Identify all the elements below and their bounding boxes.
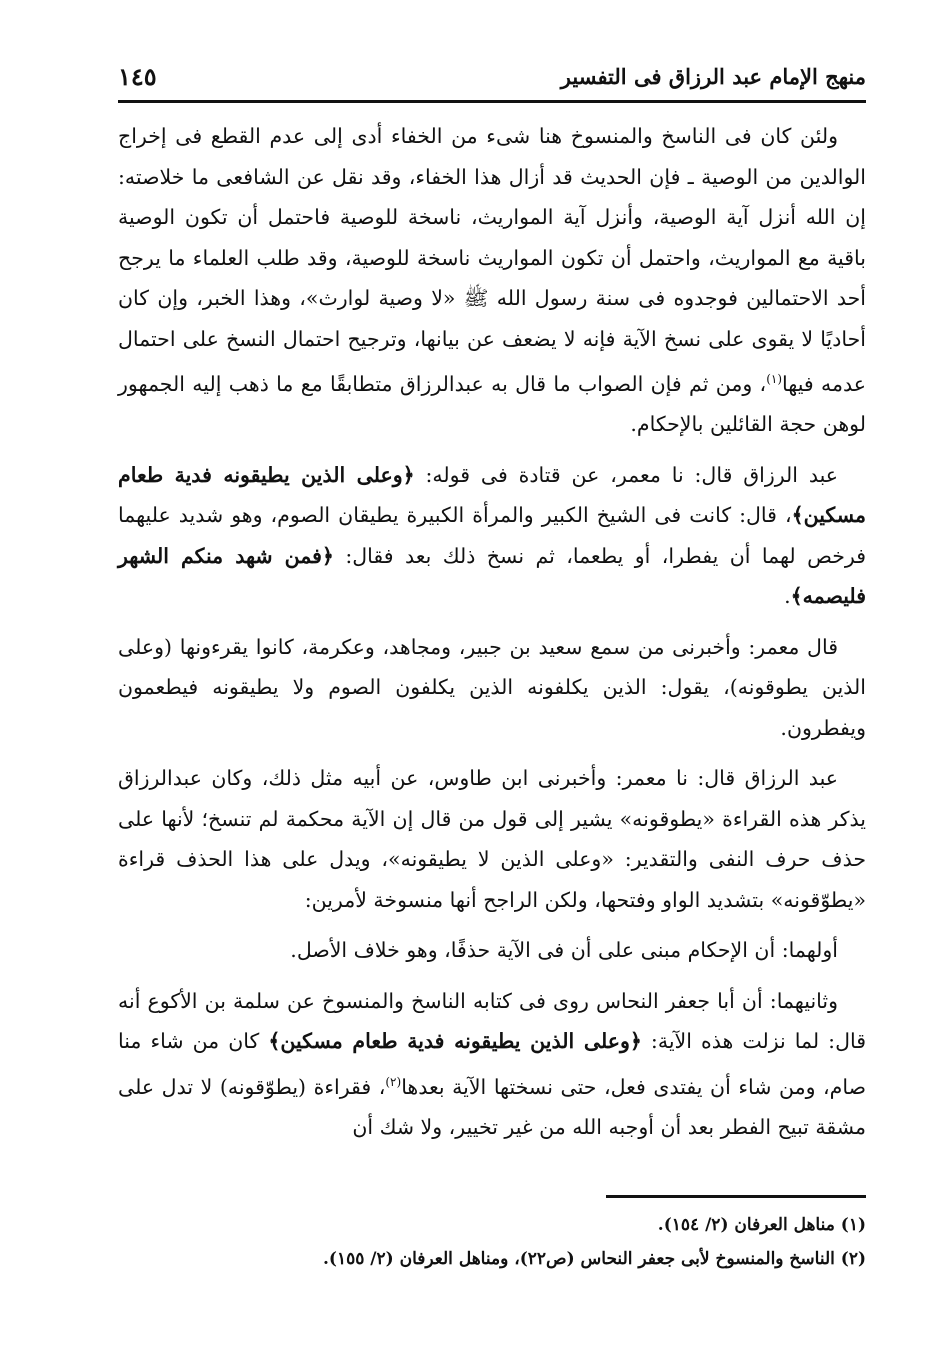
page-number: ١٤٥: [118, 62, 157, 91]
footnote: (٢) الناسخ والمنسوخ لأبى جعفر النحاس (ص٢٢)، ومناهل العرفان (٢/ ١٥٥).: [323, 1249, 866, 1269]
text-segment: ، ومن ثم فإن الصواب ما قال به عبدالرزاق متطابقًا مع ما ذهب إليه الجمهور لوهن حجة القائلين بالإحكام.: [118, 371, 866, 437]
paragraph: [118, 981, 866, 1148]
footnotes: [118, 1195, 866, 1276]
footnote-ref: (٢): [385, 1074, 402, 1089]
quran-quote: ﴿وعلى الذين يطيقونه فدية طعام مسكين﴾: [118, 462, 866, 528]
quran-quote: ﴿فمن شهد منكم الشهر فليصمه﴾: [118, 543, 866, 609]
quran-quote: ﴿وعلى الذين يطيقونه فدية طعام مسكين﴾: [268, 1029, 642, 1054]
paragraph: [118, 758, 866, 920]
text-segment: عبد الرزاق قال: نا معمر: وأخبرنى ابن طاوس، عن أبيه مثل ذلك، وكان عبدالرزاق يذكر هذه القراءة «يطوقونه» يشير إلى قول من قال إن الآية محكمة لم تنسخ؛ لأنها على حذف حرف النفى والتقدير: «وعلى الذين لا يطيقونه»، ويدل على هذا الحذف قراءة «يطوّقونه» بتشديد الواو وفتحها، ولكن الراجح أنها منسوخة لأمرين:: [118, 766, 866, 912]
footnote-separator: [606, 1195, 866, 1198]
text-segment: وثانيهما: أن أبا جعفر النحاس روى فى كتابه الناسخ والمنسوخ عن سلمة بن الأكوع أنه قال: لما نزلت هذه الآية:: [118, 988, 867, 1054]
paragraph: [118, 455, 866, 617]
paragraph: [118, 930, 866, 971]
running-title: منهج الإمام عبد الرزاق فى التفسير: [560, 64, 866, 89]
text-segment: ، قال: كانت فى الشيخ الكبير والمرأة الكبيرة يطيقان الصوم، وهو شديد عليهما فرخص لهما أن يفطرا، أو يطعما، ثم نسخ ذلك بعد فقال:: [118, 503, 866, 568]
text-segment: أولهما: أن الإحكام مبنى على أن فى الآية حذفًا، وهو خلاف الأصل.: [290, 938, 838, 963]
page-header: [118, 58, 866, 103]
text-segment: كان من شاء منا صام، ومن شاء أن يفتدى فعل، حتى نسختها الآية بعدها: [118, 1029, 866, 1099]
text-segment: عبد الرزاق قال: نا معمر، عن قتادة فى قوله:: [414, 462, 838, 487]
text-segment: قال معمر: وأخبرنى من سمع سعيد بن جبير، ومجاهد، وعكرمة، كانوا يقرءونها (وعلى الذين يطوقونه)، يقول: الذين يكلفونه الذين يكلفون الصوم ولا يطيقونه فيطعمون ويفطرون.: [118, 634, 866, 740]
text-segment: ولئن كان فى الناسخ والمنسوخ هنا شىء من الخفاء أدى إلى عدم القطع فى إخراج الوالدين من الوصية ـ فإن الحديث قد أزال هذا الخفاء، وقد نقل عن الشافعى ما خلاصته: إن الله أنزل آية الوصية، وأنزل آية المواريث، ناسخة للوصية فاحتمل أن تكون الوصية باقية مع المواريث، واحتمل أن تكون المواريث ناسخة للوصية، وقد طلب العلماء ما يرجح أحد الاحتمالين فوجدوه فى سنة رسول الله ﷺ «لا وصية لوارث»، وهذا الخبر، وإن كان أحاديًا لا يقوى على نسخ الآية فإنه لا يضعف عن بيانها، وترجيح احتمال النسخ على احتمال عدمه فيها: [118, 124, 866, 396]
footnote-ref: (١): [766, 372, 783, 386]
text-segment: ، فقراءة (يطوّقونه) لا تدل على مشقة تبيح الفطر بعد أن أوجبه الله من غير تخيير، ولا شك أن: [118, 1074, 866, 1140]
paragraph: [118, 116, 866, 445]
body-text: [118, 116, 866, 1158]
paragraph: [118, 627, 866, 749]
footnote: (١) مناهل العرفان (٢/ ١٥٤).: [657, 1215, 866, 1235]
text-segment: .: [784, 584, 791, 609]
